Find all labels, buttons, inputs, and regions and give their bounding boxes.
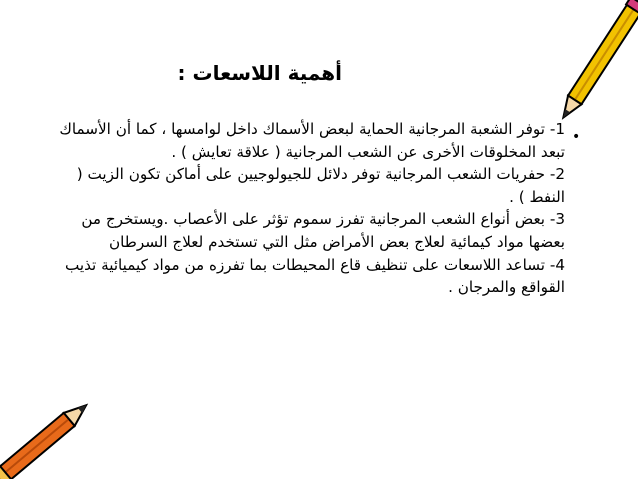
slide-title: أهمية اللاسعات : — [177, 61, 342, 85]
paragraph-3: 3- بعض أنواع الشعب المرجانية تفرز سموم تؤثر على الأعصاب .ويستخرج من بعضها مواد كيمائية لعلاج بعض الأمراض مثل التي تستخدم لعلاج السرطان — [81, 210, 565, 251]
pencil-icon — [0, 385, 110, 479]
bullet-marker: • — [572, 129, 581, 145]
paragraph-4: 4- تساعد اللاسعات على تنظيف قاع المحيطات بما تفرزه من مواد كيميائية تذيب القواقع والمرجان . — [64, 255, 565, 297]
paragraph-2: 2- حفريات الشعب المرجانية توفر دلائل للجيولوجيين على أماكن تكون الزيت ( النفط ) . — [76, 165, 565, 206]
paragraph-1: 1- توفر الشعبة المرجانية الحماية لبعض الأسماك داخل لوامسها ، كما أن الأسماك تبعد المخلوقات الأخرى عن الشعب المرجانية ( علاقة تعايش ) . — [59, 120, 565, 161]
slide-body — [50, 118, 565, 299]
